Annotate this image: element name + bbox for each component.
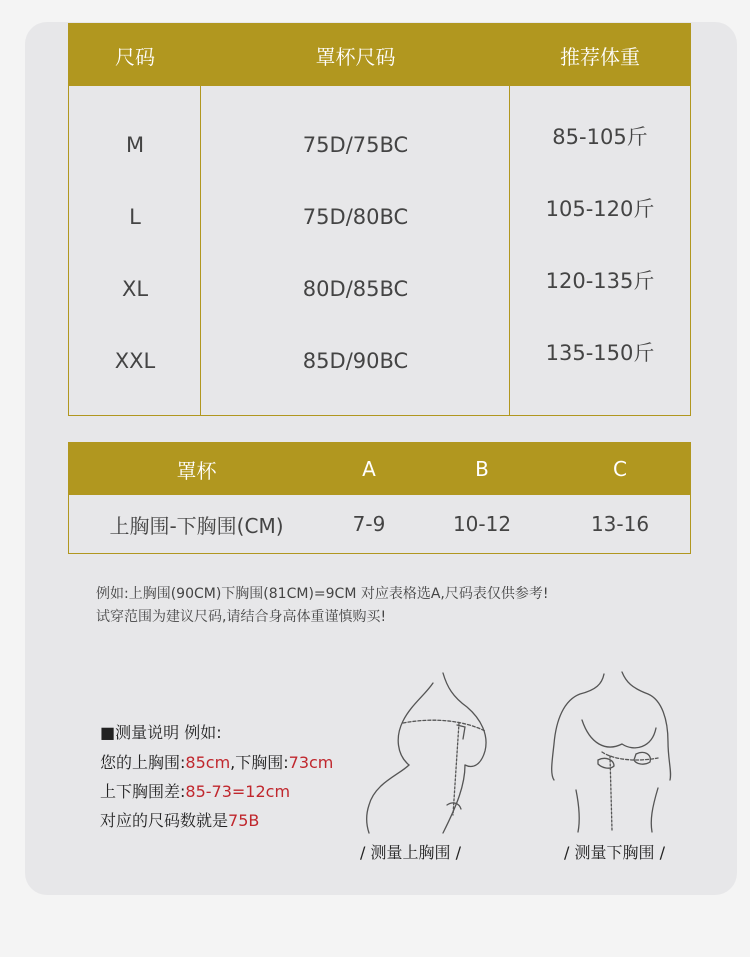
- difference-value: 85-73=12cm: [185, 782, 291, 801]
- under-bust-label: ,下胸围:: [230, 753, 289, 772]
- value-b: 10-12: [452, 512, 512, 536]
- table-row: [69, 197, 690, 237]
- size-cell: XL: [121, 277, 149, 301]
- upper-bust-label: 您的上胸围:: [100, 753, 186, 772]
- weight-cell: 120-135斤: [545, 269, 655, 293]
- cup-cell: 75D/80BC: [302, 205, 409, 229]
- upper-bust-illustration: [355, 665, 515, 835]
- size-cell: M: [125, 133, 145, 157]
- table-row: [69, 495, 690, 553]
- note-disclaimer: 试穿范围为建议尺码,请结合身高体重谨慎购买!: [96, 609, 387, 625]
- upper-bust-value: 85cm: [185, 753, 231, 772]
- cup-cell: 80D/85BC: [302, 277, 409, 301]
- header-c: C: [613, 457, 627, 481]
- cup-cell: 75D/75BC: [302, 133, 409, 157]
- explanation-title: ■测量说明 例如:: [100, 723, 222, 742]
- header-b: B: [475, 457, 489, 481]
- value-c: 13-16: [590, 512, 650, 536]
- cup-cell: 85D/90BC: [302, 349, 409, 373]
- header-size: 尺码: [115, 44, 155, 69]
- caption-under-bust: / 测量下胸围 /: [564, 843, 665, 862]
- explanation-line-1: [100, 750, 333, 773]
- difference-label: 上下胸围差:: [100, 782, 186, 801]
- under-bust-value: 73cm: [288, 753, 334, 772]
- explanation-line-2: [100, 779, 290, 802]
- note-example: 例如:上胸围(90CM)下胸围(81CM)=9CM 对应表格选A,尺码表仅供参考!: [96, 586, 549, 602]
- size-table-header: [69, 24, 690, 86]
- under-bust-illustration: [540, 670, 700, 835]
- table-row: [69, 125, 690, 165]
- caption-upper-bust: / 测量上胸围 /: [360, 843, 461, 862]
- difference-label: 上胸围-下胸围(CM): [109, 513, 284, 538]
- size-cell: XXL: [114, 349, 156, 373]
- table-row: [69, 341, 690, 381]
- explanation-line-3: [100, 808, 259, 831]
- header-weight: 推荐体重: [560, 44, 640, 69]
- value-a: 7-9: [352, 512, 386, 536]
- result-label: 对应的尺码数就是: [100, 811, 229, 830]
- size-table: [68, 23, 691, 416]
- header-cup: 罩杯: [176, 458, 217, 483]
- cup-table: [68, 442, 691, 554]
- header-cup-size: 罩杯尺码: [315, 44, 396, 69]
- cup-table-header: [69, 443, 690, 495]
- table-row: [69, 269, 690, 309]
- result-value: 75B: [228, 811, 260, 830]
- header-a: A: [362, 457, 376, 481]
- weight-cell: 105-120斤: [545, 197, 655, 221]
- size-cell: L: [129, 205, 141, 229]
- weight-cell: 85-105斤: [552, 125, 648, 149]
- weight-cell: 135-150斤: [545, 341, 655, 365]
- size-table-body: [69, 86, 690, 415]
